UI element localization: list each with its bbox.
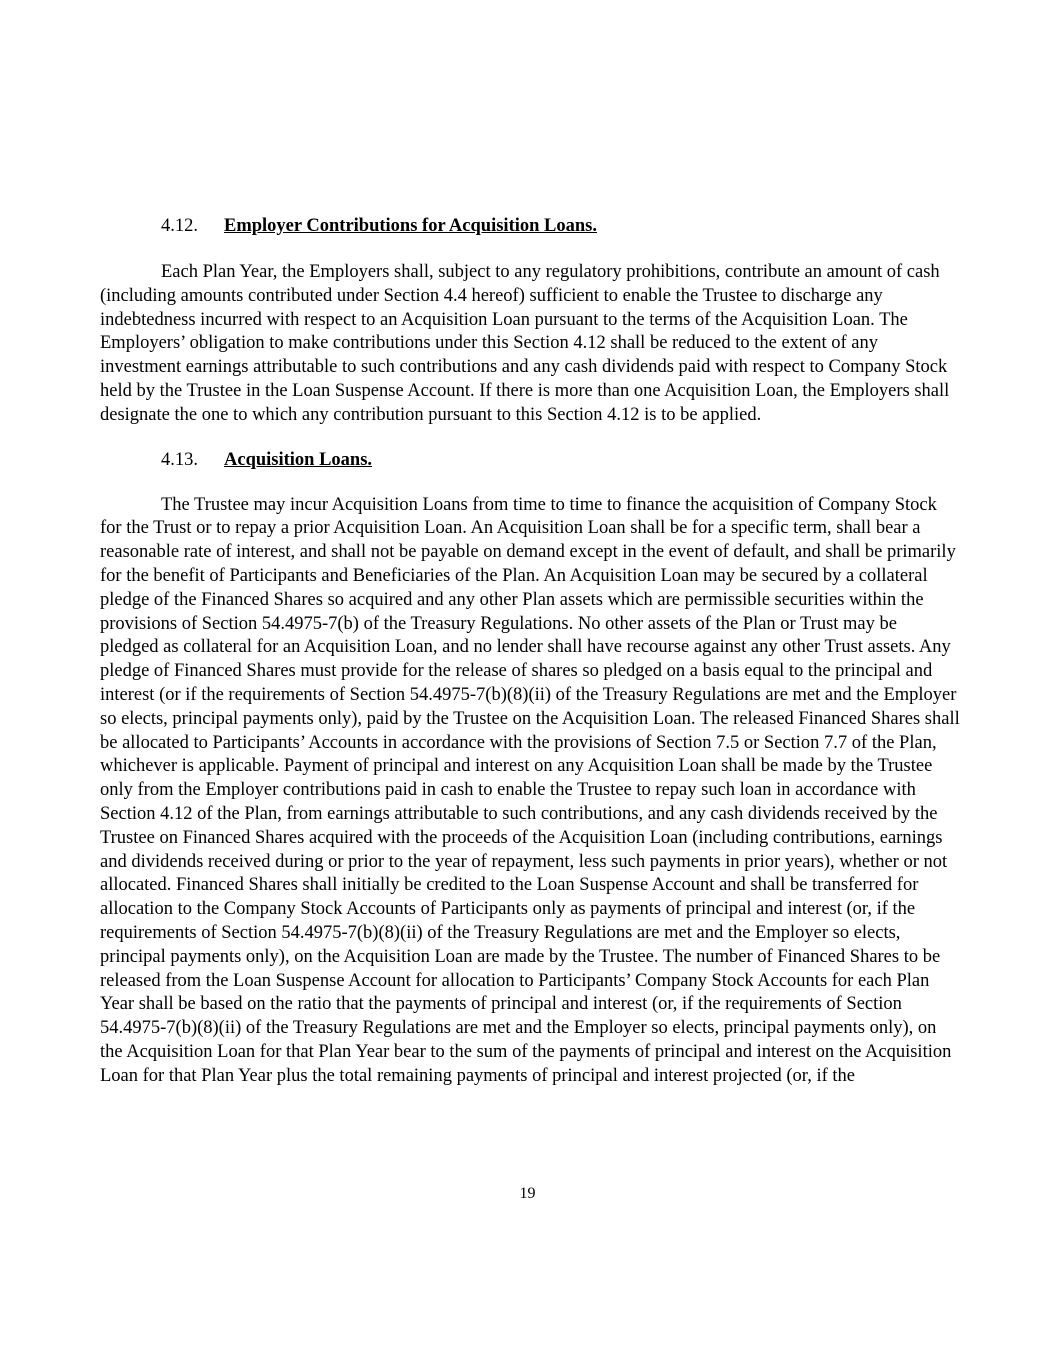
- section-4-12-body: Each Plan Year, the Employers shall, subject to any regulatory prohibitions, contribute an amount of cash (including amounts contributed under Section 4.4 hereof) sufficient to enable the Trustee to discharge any indebtedness incurred with respect to an Acquisition Loan pursuant to the terms of the Acquisition Loan. The Employers’ obligation to make contributions under this Section 4.12 shall be reduced to the extent of any investment earnings attributable to such contributions and any cash dividends paid with respect to Company Stock held by the Trustee in the Loan Suspense Account. If there is more than one Acquisition Loan, the Employers shall designate the one to which any contribution pursuant to this Section 4.12 is to be applied.: [100, 262, 950, 425]
- section-4-12-heading: [100, 214, 960, 238]
- page-number: 19: [519, 1185, 536, 1202]
- section-4-13-heading: [100, 448, 960, 472]
- section-title: Acquisition Loans.: [224, 449, 373, 470]
- section-title: Employer Contributions for Acquisition Loans.: [224, 216, 597, 236]
- document-page: [100, 214, 960, 1089]
- section-number: 4.12.: [161, 216, 198, 236]
- section-4-13-body: The Trustee may incur Acquisition Loans from time to time to finance the acquisition of Company Stock for the Trust or to repay a prior Acquisition Loan. An Acquisition Loan shall be for a specific term, shall bear a reasonable rate of interest, and shall not be payable on demand except in the event of default, and shall be primarily for the benefit of Participants and Beneficiaries of the Plan. An Acquisition Loan may be secured by a collateral pledge of the Financed Shares so acquired and any other Plan assets which are permissible securities within the provisions of Section 54.4975-7(b) of the Treasury Regulations. No other assets of the Plan or Trust may be pledged as collateral for an Acquisition Loan, and no lender shall have recourse against any other Trust assets. Any pledge of Financed Shares must provide for the release of shares so pledged on a basis equal to the principal and interest (or if the requirements of Section 54.4975-7(b)(8)(ii) of the Treasury Regulations are met and the Employer so elects, principal payments only), paid by the Trustee on the Acquisition Loan. The released Financed Shares shall be allocated to Participants’ Accounts in accordance with the provisions of Section 7.5 or Section 7.7 of the Plan, whichever is applicable. Payment of principal and interest on any Acquisition Loan shall be made by the Trustee only from the Employer contributions paid in cash to enable the Trustee to repay such loan in accordance with Section 4.12 of the Plan, from earnings attributable to such contributions, and any cash dividends received by the Trustee on Financed Shares acquired with the proceeds of the Acquisition Loan (including contributions, earnings and dividends received during or prior to the year of repayment, less such payments in prior years), whether or not allocated. Financed Shares shall initially be credited to the Loan Suspense Account and shall be transferred for allocation to the Company Stock Accounts of Participants only as payments of principal and interest (or, if the requirements of Section 54.4975-7(b)(8)(ii) of the Treasury Regulations are met and the Employer so elects, principal payments only), on the Acquisition Loan are made by the Trustee. The number of Financed Shares to be released from the Loan Suspense Account for allocation to Participants’ Company Stock Accounts for each Plan Year shall be based on the ratio that the payments of principal and interest (or, if the requirements of Section 54.4975-7(b)(8)(ii) of the Treasury Regulations are met and the Employer so elects, principal payments only), on the Acquisition Loan for that Plan Year bear to the sum of the payments of principal and interest on the Acquisition Loan for that Plan Year plus the total remaining payments of principal and interest projected (or, if the: [100, 494, 960, 1086]
- section-number: 4.13.: [161, 449, 198, 470]
